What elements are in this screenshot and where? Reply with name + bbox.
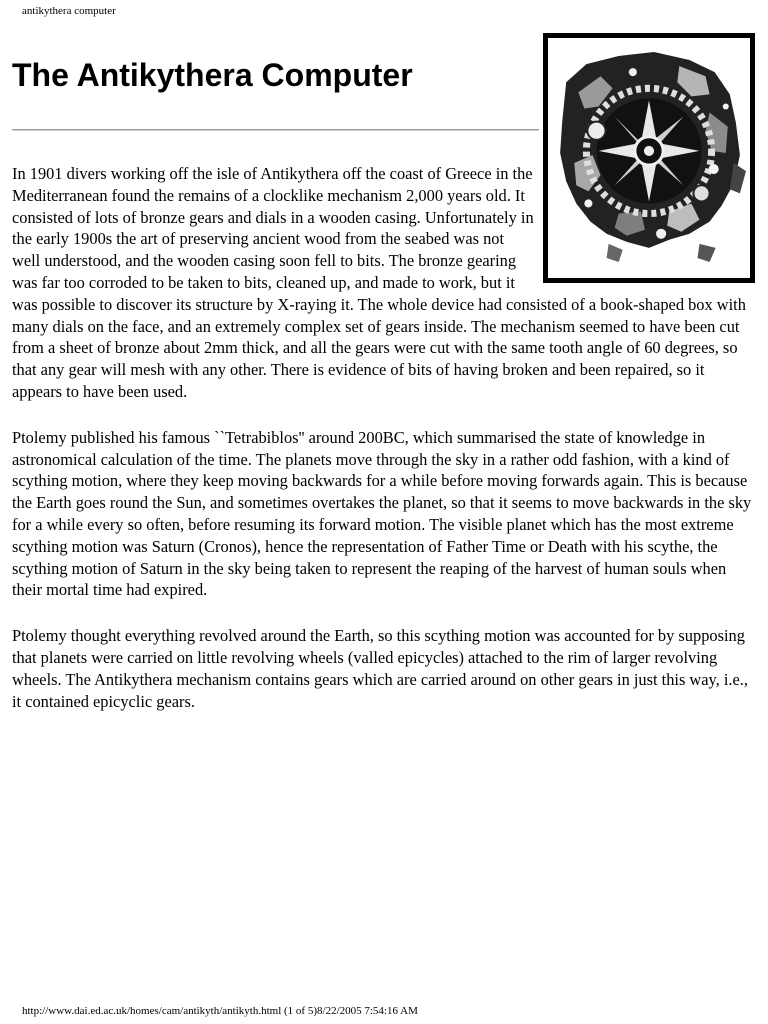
article-paragraph-1: In 1901 divers working off the isle of Antikythera off the coast of Greece in the Mediterranean found the remains of a clocklike mechanism 2,000 years old. It consisted of lots of bronze gears and dials in a wooden casing. Unfortunately in the early 1900s the art of preserving ancient wood from the seabed was not well understood, and the wooden casing soon fell to bits. The bronze gearing was far too corroded to be taken to bits, cleaned up, and made to work, but it was possible to discover its structure by X-raying it. The whole device had consisted of a book-shaped box with many dials on the face, and an extremely complex set of gears inside. The mechanism seemed to have been cut from a sheet of bronze about 2mm thick, and all the gears were cut with the same tooth angle of 60 degrees, so that any gear will mesh with any other. There is evidence of bits of having broken and been repaired, so it appears to have been used. bbox=[12, 164, 746, 401]
article-paragraph-3: Ptolemy thought everything revolved around the Earth, so this scything motion was accounted for by supposing that planets were carried on little revolving wheels (valled epicycles) attached to the rim of larger revolving wheels. The Antikythera mechanism contains gears which are carried around on other gears in just this way, i.e., it contained epicyclic gears. bbox=[12, 626, 748, 711]
article-paragraph-2: Ptolemy published his famous ``Tetrabiblos'' around 200BC, which summarised the state of knowledge in astronomical calculation of the time. The planets move through the sky in a rather odd fashion, with a kind of scything motion, where they keep moving backwards for a while before moving forwards again. This is because the Earth goes round the Sun, and sometimes overtakes the planet, so that it seems to move backwards in the sky for a while every so often, before resuming its forward motion. The visible planet which has the most extreme scything motion was Saturn (Cronos), hence the representation of Father Time or Death with his scythe, the scything motion of Saturn in the sky being taken to represent the reaping of the harvest of human souls when their mortal time had expired. bbox=[12, 427, 752, 600]
image-float-spacer bbox=[536, 163, 754, 277]
article-body bbox=[12, 163, 754, 736]
title-divider bbox=[12, 129, 539, 131]
page-title: The Antikythera Computer bbox=[12, 57, 413, 93]
browser-print-header: antikythera computer bbox=[22, 5, 116, 17]
browser-print-footer: http://www.dai.ed.ac.uk/homes/cam/antikyth/antikyth.html (1 of 5)8/22/2005 7:54:16 AM bbox=[22, 1005, 418, 1017]
